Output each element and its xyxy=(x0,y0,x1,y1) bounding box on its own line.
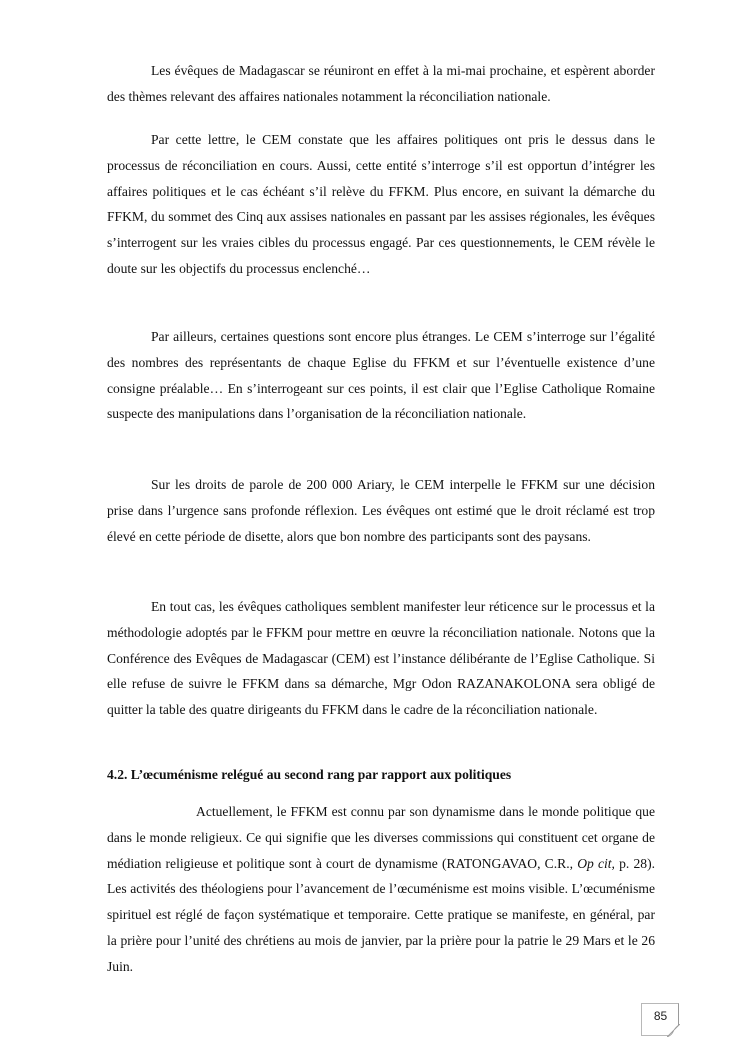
section-heading: 4.2. L’œcuménisme relégué au second rang par rapport aux politiques xyxy=(107,767,512,782)
paragraph-bishops-meeting: Les évêques de Madagascar se réuniront en effet à la mi-mai prochaine, et espèrent aborder des thèmes relevant des affaires nationales notamment la réconciliation nationale. xyxy=(107,63,655,104)
paragraph-ecumenism-text-end: p. 28). Les activités des théologiens pour l’avancement de l’œcuménisme est moins visible. L’œcuménisme spirituel est réglé de façon systématique et temporaire. Cette pratique se manifeste, en général, par la prière pour l’unité des chrétiens au mois de janvier, par la prière pour la patrie le 29 Mars et le 26 Juin. xyxy=(107,855,655,974)
page-curl-icon xyxy=(667,1024,680,1037)
paragraph-speaking-fees: Sur les droits de parole de 200 000 Ariary, le CEM interpelle le FFKM sur une décision prise dans l’urgence sans profonde réflexion. Les évêques ont estimé que le droit réclamé est trop élevé en cette période de disette, alors que bon nombre des participants sont des paysans. xyxy=(107,477,655,544)
citation-op-cit: Op cit, xyxy=(577,855,615,871)
page-number: 85 xyxy=(653,1009,668,1023)
paragraph-catholic-reticence: En tout cas, les évêques catholiques semblent manifester leur réticence sur le processus et la méthodologie adoptés par le FFKM pour mettre en œuvre la réconciliation nationale. Notons que la Conférence des Evêques de Madagascar (CEM) est l’instance délibérante de l’Eglise Catholique. Si elle refuse de suivre le FFKM dans sa démarche, Mgr Odon RAZANAKOLONA sera obligé de quitter la table des quatre dirigeants du FFKM dans le cadre de la réconciliation nationale. xyxy=(107,599,655,718)
paragraph-strange-questions: Par ailleurs, certaines questions sont encore plus étranges. Le CEM s’interroge sur l’égalité des nombres des représentants de chaque Eglise du FFKM et sur l’éventuelle existence d’une consigne préalable… En s’interrogeant sur ces points, il est clair que l’Eglise Catholique Romaine suspecte des manipulations dans l’organisation de la réconciliation nationale. xyxy=(107,329,655,422)
paragraph-cem-letter: Par cette lettre, le CEM constate que les affaires politiques ont pris le dessus dans le processus de réconciliation en cours. Aussi, cette entité s’interroge s’il est opportun d’intégrer les affaires politiques et le cas échéant s’il relève du FFKM. Plus encore, en suivant la démarche du FFKM, du sommet des Cinq aux assises nationales en passant par les assises régionales, les évêques s’interrogent sur les vraies cibles du processus engagé. Par ces questionnements, le CEM révèle le doute sur les objectifs du processus enclenché… xyxy=(107,132,655,276)
paragraph-ecumenism xyxy=(107,799,655,980)
paragraph-ecumenism-text-start: Actuellement, le FFKM est connu par son dynamisme dans le monde politique que dans le monde religieux. Ce qui signifie que les diverses commissions qui constituent cet organe de médiation religieuse et politique sont à court de dynamisme (RATONGAVAO, C.R., xyxy=(107,804,655,871)
